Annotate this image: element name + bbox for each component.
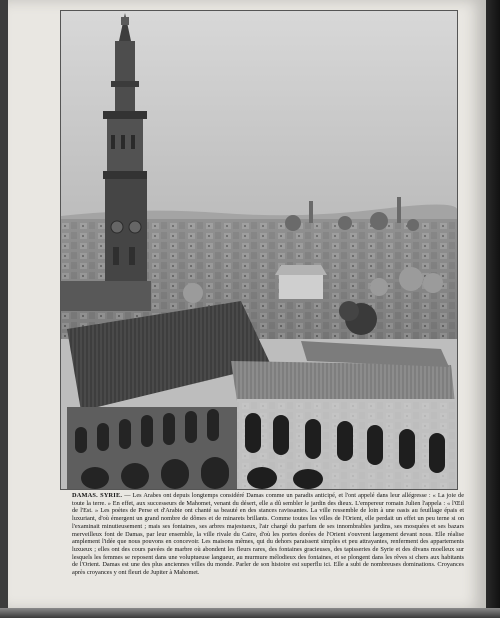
damascus-photograph [60,10,458,490]
caption-heading: DAMAS. SYRIE. [72,492,123,499]
photo-illustration [61,11,457,489]
book-spine-shadow [486,0,500,618]
caption-body: — Les Arabes ont depuis longtemps considéré Damas comme un paradis anticipé, et l'ont appelé dans leur allégresse : « La joie de toute la terre. » En effet, aux successeurs de Mahomet, venant du désert, elle a dû sembler le jardin des dieux. L'empereur romain Julien l'appela : « l'Œil de l'Est. » Les poètes de Perse et d'Arabie ont chanté sa beauté en des stances ravissantes. La ville ressemble de loin à une oasis au feuillage épais et luxuriant, d'où émergent un grand nombre de dômes et de minarets brillants. Comme toutes les villes de l'Orient, elle perdait un effet un peu terne si on l'examinait minutieusement ; mais ses fontaines, ses arbres majestueux, l'air chargé du parfum de ses innombrables jardins, ses mosquées et ses bazars merveilleux font de Damas, par leur ensemble, la ville rivale du Caire, d'où les portes dorées de l'Orient s'ouvrent largement devant nous. Elle réalise amplement l'idée que nous pouvons en concevoir. Les maisons mêmes, qui du dehors paraissent simples et peu attrayantes, renferment des appartements luxueux ; elles ont des cours pavées de marbre où abondent les fleurs rares, des fontaines gracieuses, des tapisseries de Syrie et des divans moelleux sur lesquels les femmes se reposent dans une voluptueuse langueur, au murmure mélodieux des fontaines, et se plongent dans les rêves si chers aux habitants de l'Orient. Damas est une des plus anciennes villes du monde. Parler de son histoire est superflu ici. Elle a subi de nombreuses dominations. Croyances après croyances y ont fleuri de Jupiter à Mahomet. [72,492,464,577]
book-page [8,0,486,610]
photo-caption [72,492,464,577]
book-binding [0,608,500,618]
